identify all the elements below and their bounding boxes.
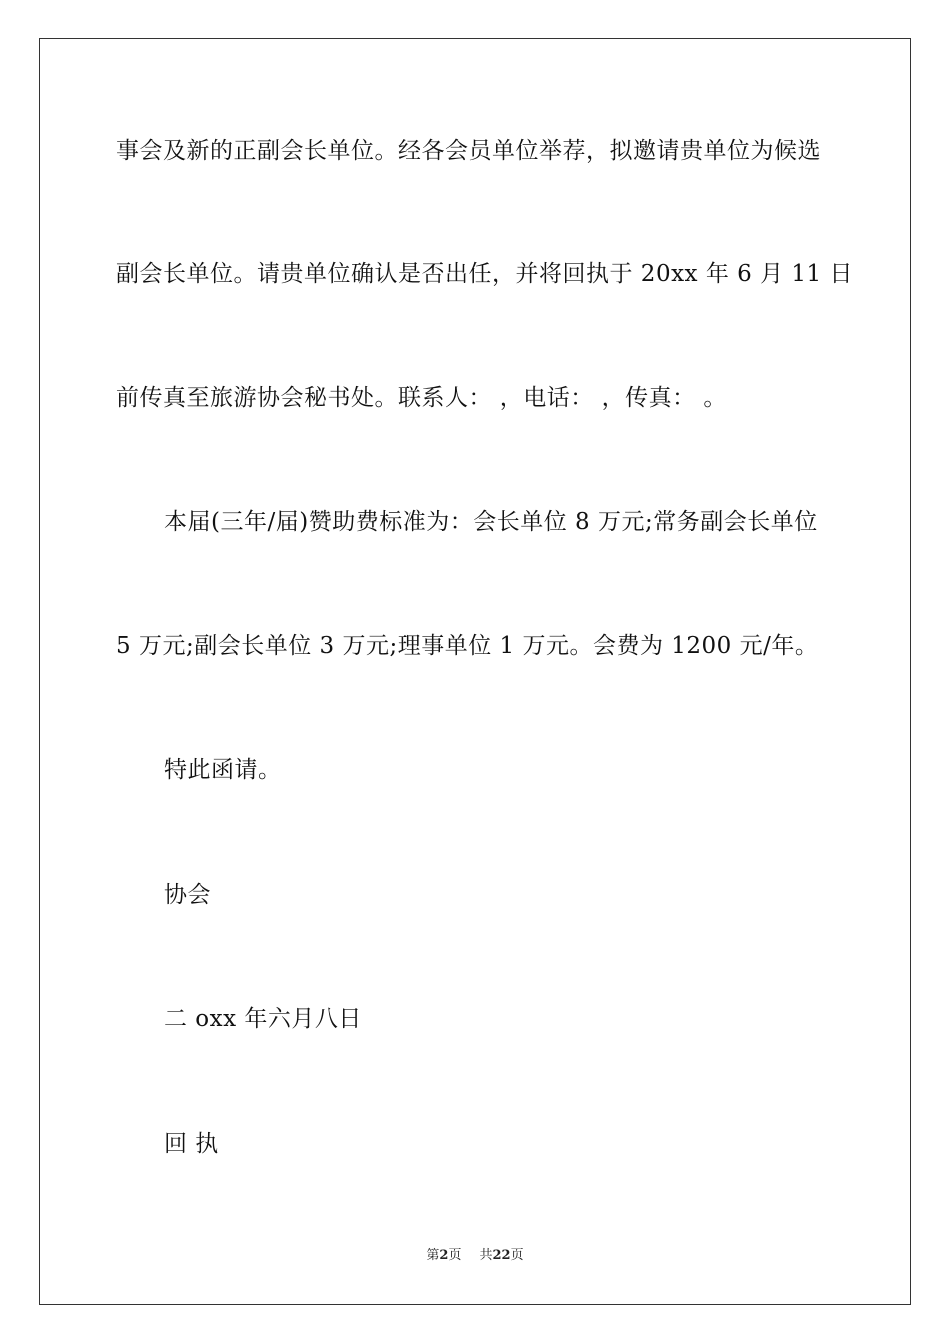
sender-association: 协会 — [164, 882, 211, 908]
closing-phrase: 特此函请。 — [164, 757, 282, 783]
paragraph-line-1: 事会及新的正副会长单位。经各会员单位举荐，拟邀请贵单位为候选 — [116, 138, 821, 164]
fee-standard-line-1: 本届(三年/届)赞助费标准为：会长单位 8 万元;常务副会长单位 — [164, 509, 818, 535]
footer-page-number: 2 — [439, 1248, 449, 1263]
footer-page-prefix: 第 — [426, 1248, 440, 1263]
page-footer — [0, 1247, 950, 1265]
letter-date: 二 oxx 年六月八日 — [164, 1006, 362, 1032]
receipt-heading: 回 执 — [164, 1131, 219, 1157]
footer-total-suffix: 页 — [510, 1248, 524, 1263]
fee-standard-line-2: 5 万元;副会长单位 3 万元;理事单位 1 万元。会费为 1200 元/年。 — [116, 633, 819, 659]
footer-page-suffix: 页 — [448, 1248, 462, 1263]
paragraph-line-2: 副会长单位。请贵单位确认是否出任，并将回执于 20xx 年 6 月 11 日 — [116, 261, 853, 287]
page-frame — [39, 38, 911, 1305]
footer-total-pages: 22 — [492, 1248, 511, 1263]
paragraph-line-3: 前传真至旅游协会秘书处。联系人： ，电话： ，传真： 。 — [116, 385, 727, 411]
footer-total-prefix: 共 — [479, 1248, 493, 1263]
